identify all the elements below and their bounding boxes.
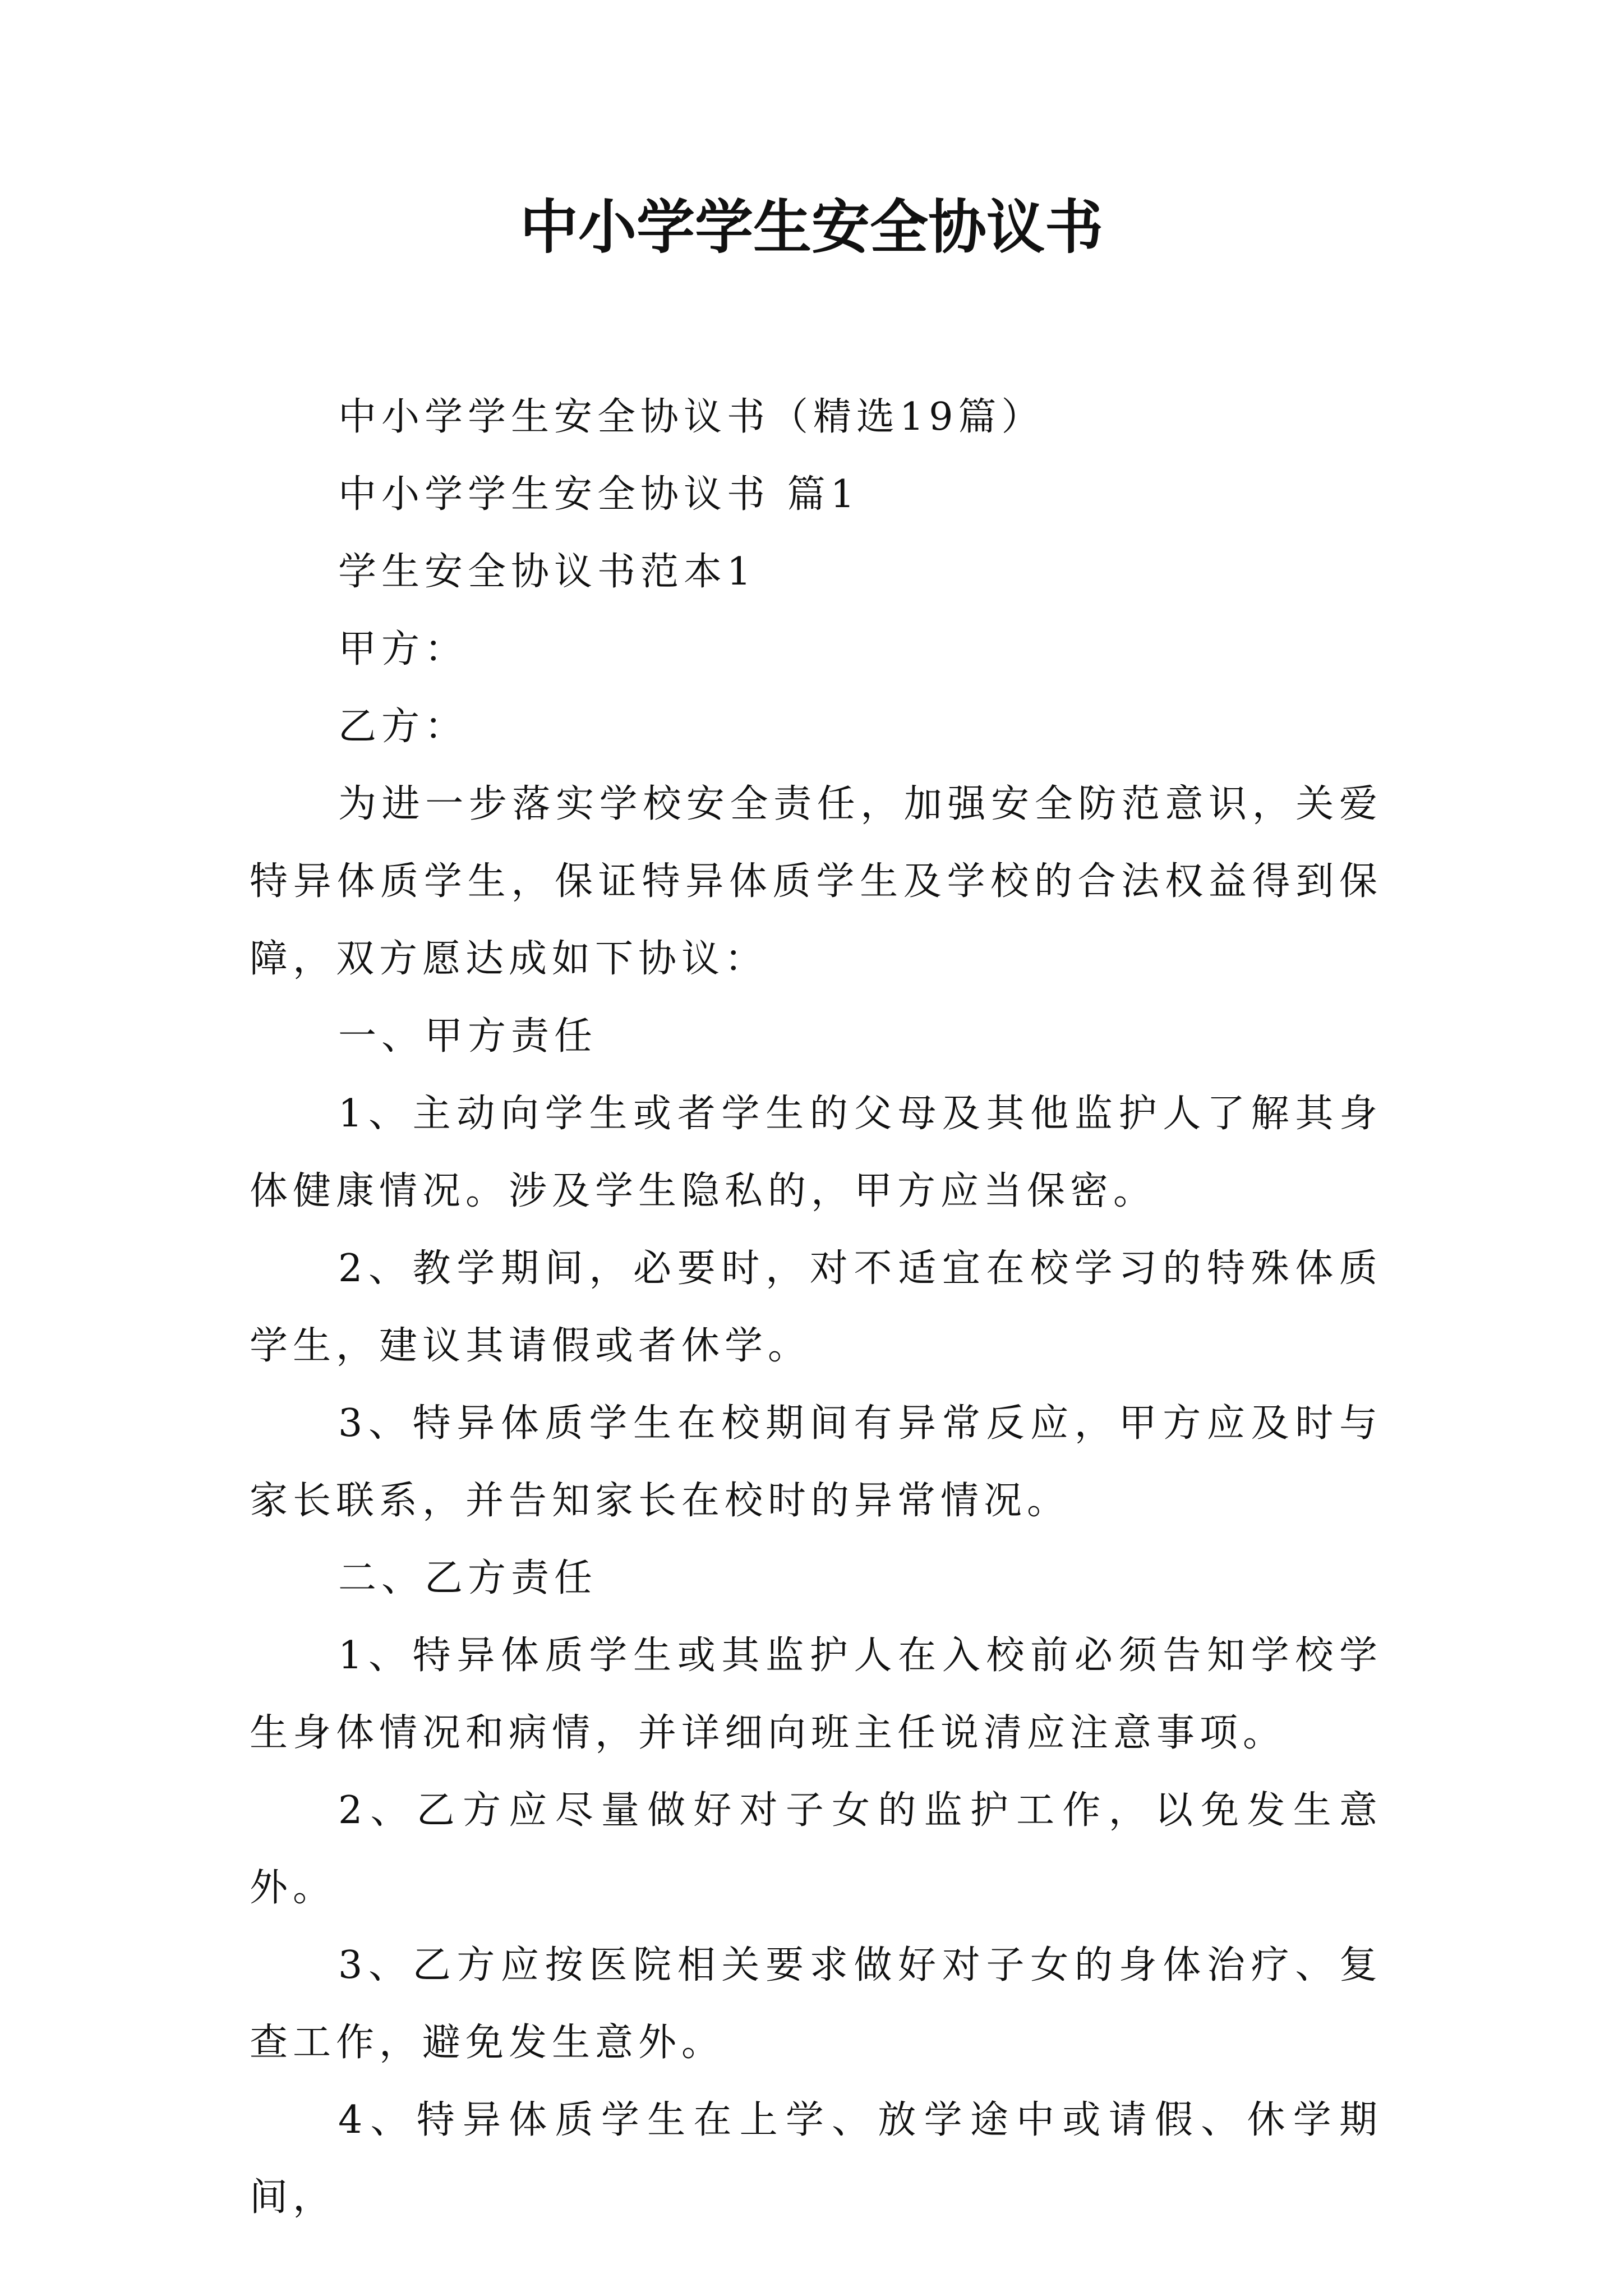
document-body — [250, 379, 1382, 2237]
paragraph-party-a: 甲方： — [338, 627, 468, 671]
paragraph-template-heading: 学生安全协议书范本1 — [338, 550, 757, 594]
paragraph-party-b-heading: 二、乙方责任 — [338, 1556, 598, 1600]
paragraph-party-b-item: 2、乙方应尽量做好对子女的监护工作，以免发生意外。 — [250, 1788, 1382, 1910]
paragraph-preamble: 为进一步落实学校安全责任，加强安全防范意识，关爱特异体质学生，保证特异体质学生及学校的合法权益得到保障，双方愿达成如下协议： — [250, 782, 1382, 981]
paragraph-party-a-item: 2、教学期间，必要时，对不适宜在校学习的特殊体质学生，建议其请假或者休学。 — [250, 1246, 1382, 1368]
document-title: 中小学学生安全协议书 — [519, 192, 1103, 261]
paragraph-party-a-heading: 一、甲方责任 — [338, 1014, 598, 1059]
paragraph-party-a-item: 1、主动向学生或者学生的父母及其他监护人了解其身体健康情况。涉及学生隐私的，甲方应当保密。 — [250, 1092, 1382, 1213]
paragraph-party-b-item: 4、特异体质学生在上学、放学途中或请假、休学期间， — [250, 2098, 1382, 2220]
paragraph-party-b-item: 3、乙方应按医院相关要求做好对子女的身体治疗、复查工作，避免发生意外。 — [250, 1943, 1382, 2065]
paragraph-party-b-item: 1、特异体质学生或其监护人在入校前必须告知学校学生身体情况和病情，并详细向班主任说清应注意事项。 — [250, 1634, 1382, 1755]
paragraph-subtitle: 中小学学生安全协议书（精选19篇） — [338, 395, 1045, 439]
paragraph-party-a-item: 3、特异体质学生在校期间有异常反应，甲方应及时与家长联系，并告知家长在校时的异常情况。 — [250, 1401, 1382, 1523]
paragraph-party-b: 乙方： — [338, 705, 468, 749]
paragraph-section-heading: 中小学学生安全协议书 篇1 — [338, 472, 860, 517]
